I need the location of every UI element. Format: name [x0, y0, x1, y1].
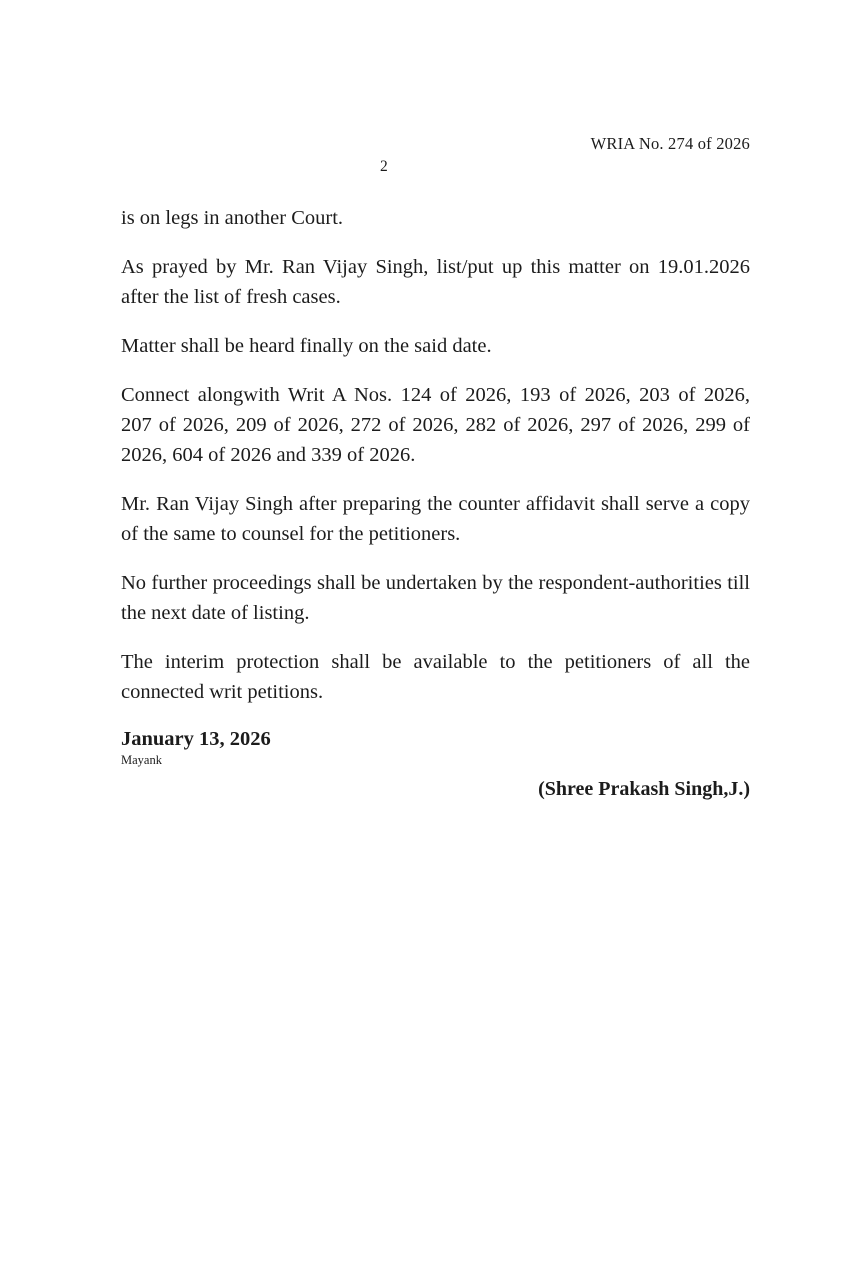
page-number: 2	[380, 158, 388, 175]
order-text-line: Connect alongwith Writ A Nos. 124 of 2026, 193 of 2026, 203 of 2026,	[121, 384, 750, 406]
order-text-line: Mr. Ran Vijay Singh after preparing the counter affidavit shall serve a copy	[121, 493, 750, 515]
order-date: January 13, 2026	[121, 728, 271, 750]
prepared-by: Mayank	[121, 753, 162, 767]
order-text-line: As prayed by Mr. Ran Vijay Singh, list/put up this matter on 19.01.2026	[121, 256, 750, 278]
order-paragraph	[121, 489, 750, 549]
order-text-line: is on legs in another Court.	[121, 207, 344, 229]
order-paragraph	[121, 568, 750, 628]
order-paragraph	[121, 203, 750, 233]
case-reference: WRIA No. 274 of 2026	[590, 134, 750, 153]
judge-signature: (Shree Prakash Singh,J.)	[538, 778, 750, 800]
order-text-line: No further proceedings shall be undertaken by the respondent-authorities till	[121, 572, 750, 594]
order-paragraph	[121, 331, 750, 361]
order-text-line: The interim protection shall be available to the petitioners of all the	[121, 651, 750, 673]
order-paragraph	[121, 647, 750, 707]
order-text-line: 2026, 604 of 2026 and 339 of 2026.	[121, 444, 416, 466]
order-text-line: Matter shall be heard finally on the said date.	[121, 335, 492, 357]
order-text-line: 207 of 2026, 209 of 2026, 272 of 2026, 282 of 2026, 297 of 2026, 299 of	[121, 414, 750, 436]
order-paragraph	[121, 380, 750, 470]
order-text-line: after the list of fresh cases.	[121, 286, 341, 308]
order-body	[121, 203, 750, 707]
order-text-line: of the same to counsel for the petitioners.	[121, 523, 461, 545]
order-text-line: connected writ petitions.	[121, 681, 324, 703]
order-paragraph	[121, 252, 750, 312]
order-text-line: the next date of listing.	[121, 602, 310, 624]
